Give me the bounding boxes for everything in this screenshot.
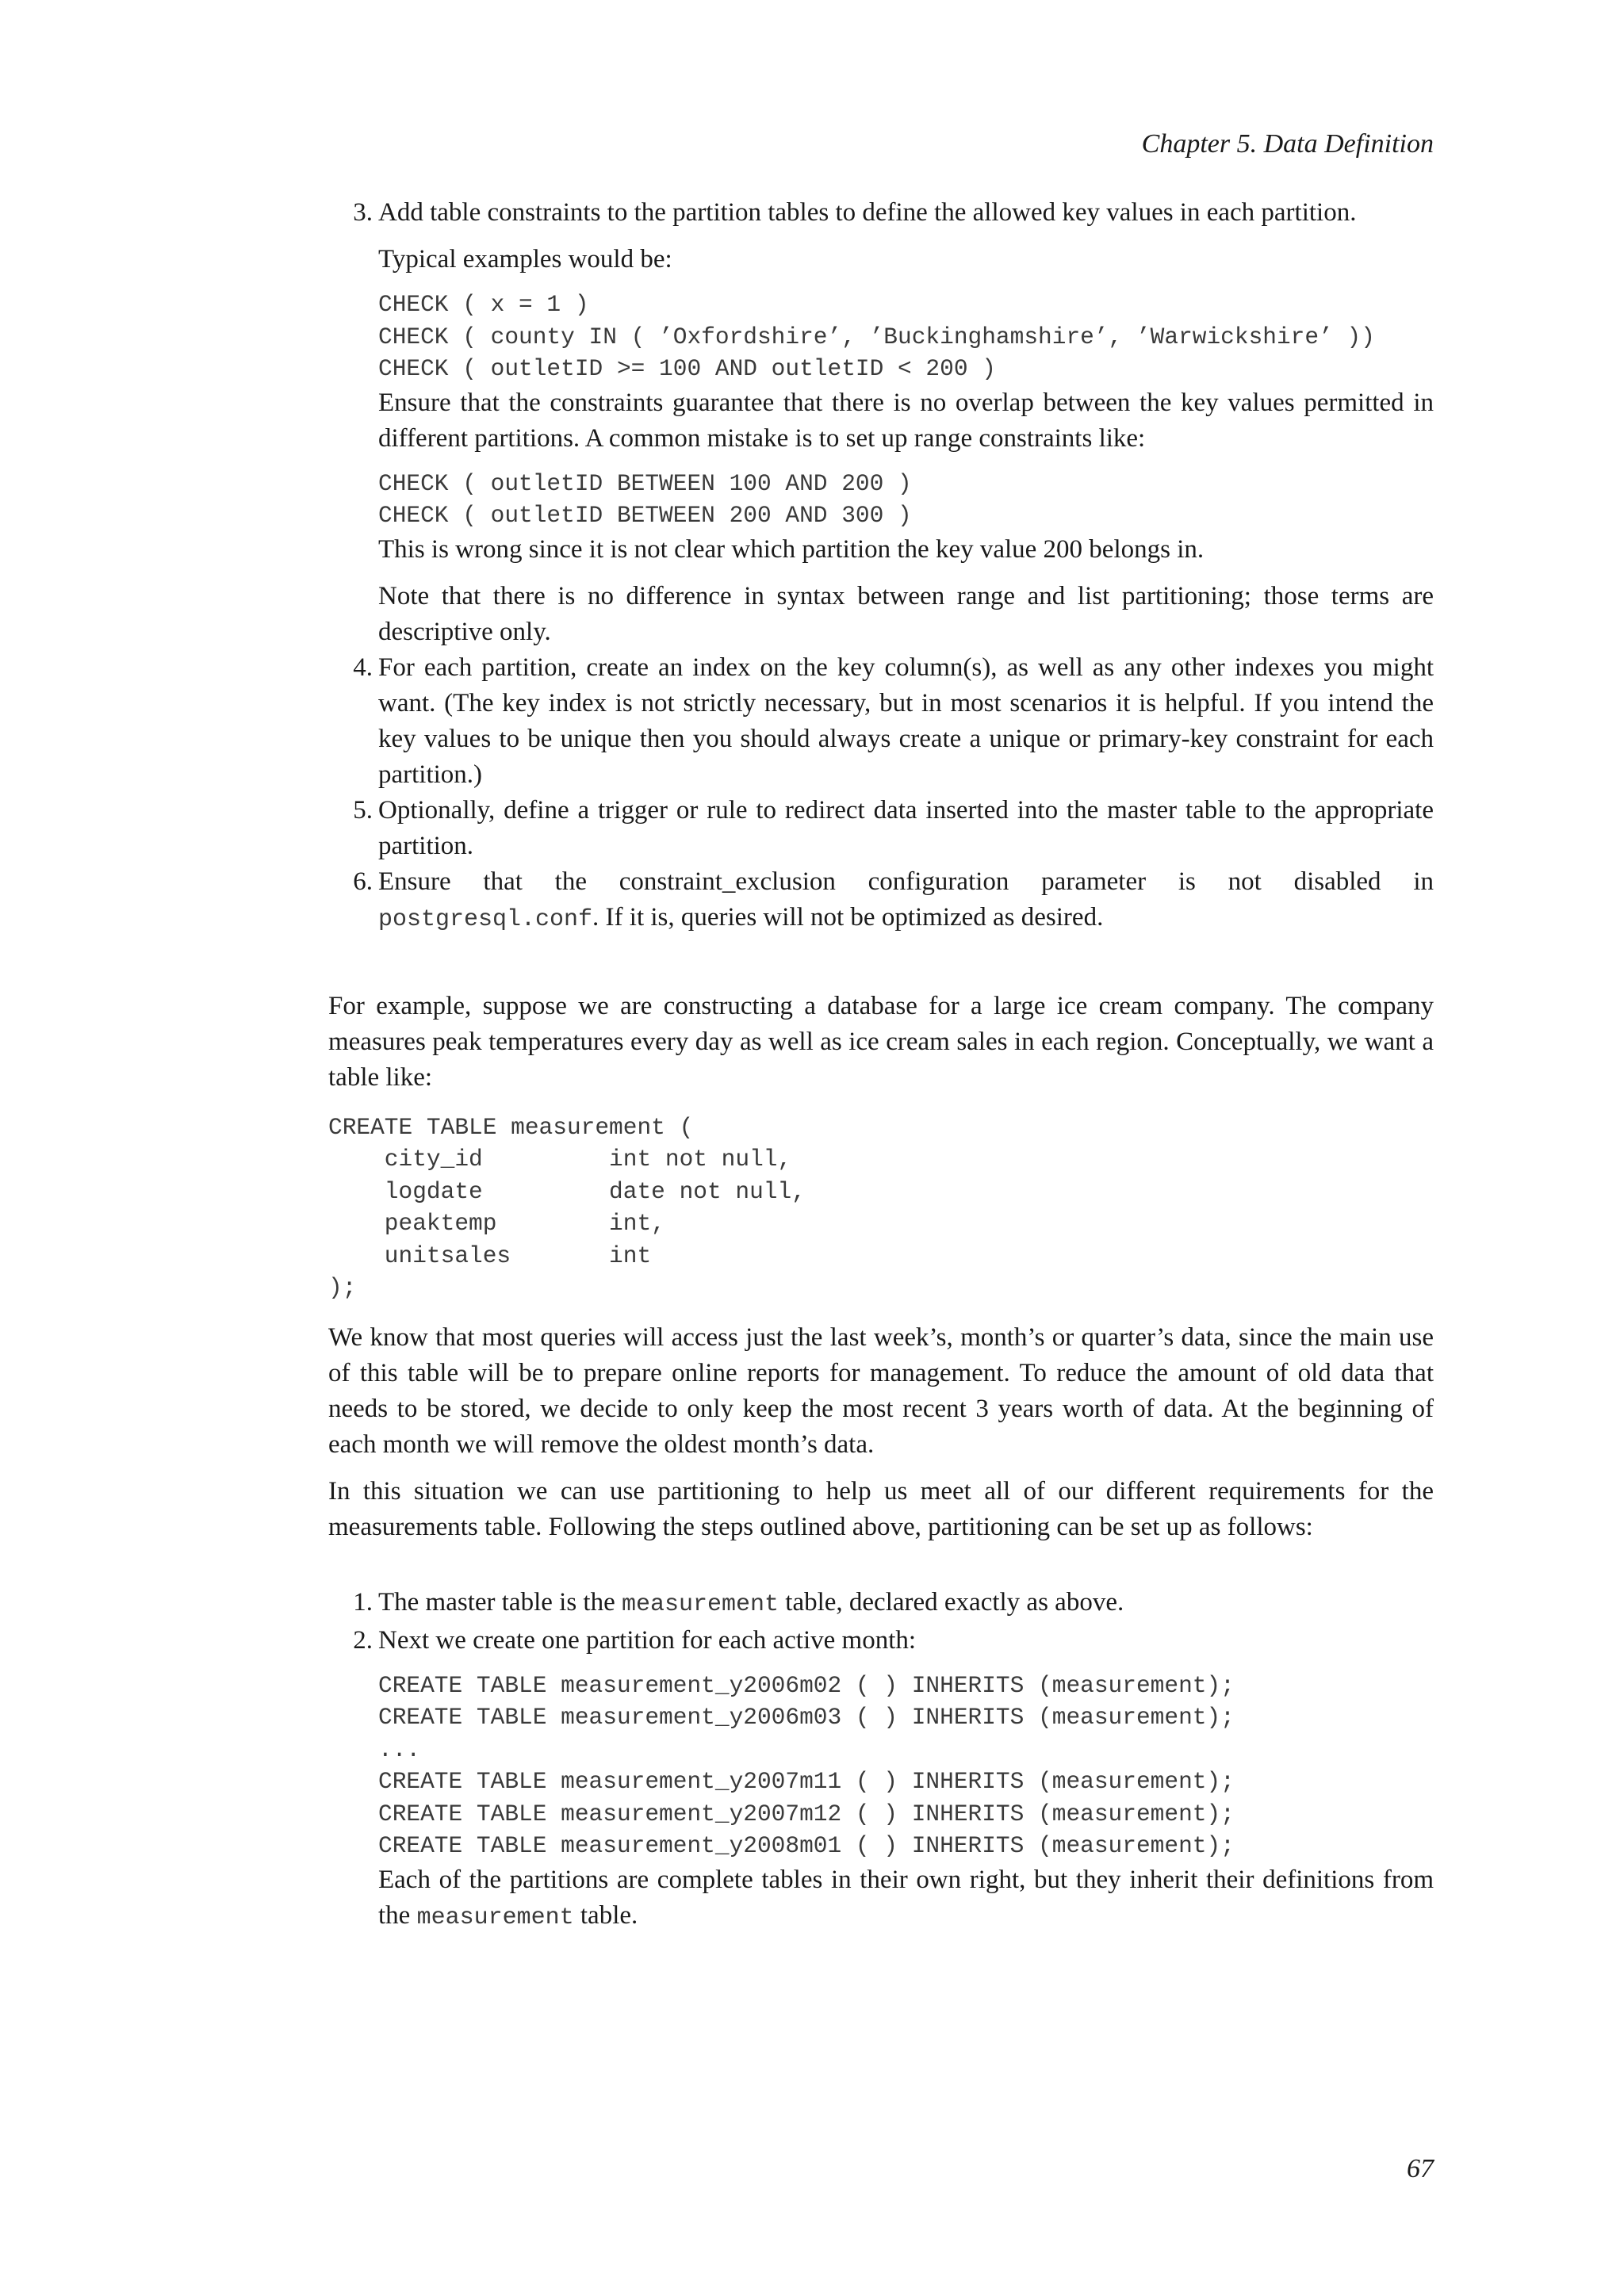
list-item-step-5 xyxy=(328,793,1434,864)
note-paragraph: Note that there is no difference in syntax between range and list partitioning; those terms are descriptive only. xyxy=(378,581,1434,646)
examples-intro: Typical examples would be: xyxy=(378,245,672,274)
code-block-partitions: CREATE TABLE measurement_y2006m02 ( ) INHERITS (measurement); CREATE TABLE measurement_y2006m03 ( ) INHERITS (measurement); ... CREATE TABLE measurement_y2007m11 ( ) INHERITS (measurement); CREATE TABLE measurement_y2007m12 ( ) INHERITS (measurement); CREATE TABLE measurement_y2008m01 ( ) INHERITS (measurement); xyxy=(378,1671,1235,1859)
queries-paragraph: We know that most queries will access just the last week’s, month’s or quarter’s data, since the main use of this table will be to prepare online reports for management. To reduce the amount of old data that needs to be stored, we decide to only keep the most recent 3 years worth of data. At the beginning of each month we will remove the oldest month’s data. xyxy=(328,1322,1434,1459)
step-text-line-1: Ensure that the constraint_exclusion configuration parameter is not disabled in xyxy=(378,867,1434,896)
inline-code-filename: postgresql.conf xyxy=(378,905,593,933)
inline-code-table-name: measurement xyxy=(416,1904,574,1931)
inherit-paragraph xyxy=(378,1862,1434,1936)
list-number: 6. xyxy=(353,867,373,896)
step-text: Optionally, define a trigger or rule to redirect data inserted into the master table to the appropriate partition. xyxy=(378,795,1434,860)
step-text-lead: The master table is the xyxy=(378,1587,622,1617)
page-body xyxy=(328,195,1434,1936)
step-text-line-2 xyxy=(378,900,1434,938)
code-block-check-examples: CHECK ( x = 1 ) CHECK ( county IN ( ’Oxfordshire’, ’Buckinghamshire’, ’Warwickshire’ )) CHECK ( outletID >= 100 AND outletID < 200 ) xyxy=(378,291,1375,382)
inline-code-table-name: measurement xyxy=(621,1590,779,1618)
code-block-range-mistake: CHECK ( outletID BETWEEN 100 AND 200 ) CHECK ( outletID BETWEEN 200 AND 300 ) xyxy=(378,469,912,529)
step-text: Add table constraints to the partition tables to define the allowed key values in each partition. xyxy=(378,198,1357,227)
list-number: 1. xyxy=(353,1587,373,1617)
code-block-create-table: CREATE TABLE measurement ( city_id int not null, logdate date not null, peaktemp int, unitsales int ); xyxy=(328,1113,806,1301)
situation-paragraph: In this situation we can use partitioning to help us meet all of our different requirements for the measurements table. Following the steps outlined above, partitioning can be set up as follows: xyxy=(328,1476,1434,1541)
list-number: 2. xyxy=(353,1625,373,1655)
list-item-step-2 xyxy=(328,1623,1434,1936)
list-item-step-3 xyxy=(328,195,1434,650)
list-item-step-6 xyxy=(328,864,1434,938)
intro-paragraph: For example, suppose we are constructing a database for a large ice cream company. The company measures peak temperatures every day as well as ice cream sales in each region. Conceptually, we want a table like: xyxy=(328,991,1434,1092)
inherit-text-tail: table. xyxy=(573,1900,638,1930)
list-number: 5. xyxy=(353,795,373,825)
list-item-step-4 xyxy=(328,650,1434,793)
step-text: For each partition, create an index on the key column(s), as well as any other indexes you might want. (The key index is not strictly necessary, but in most scenarios it is helpful. If you intend the key values to be unique then you should always create a unique or primary-key constraint for each partition.) xyxy=(378,652,1434,789)
page-number: 67 xyxy=(1407,2154,1434,2183)
step-text-tail: . If it is, queries will not be optimized as desired. xyxy=(592,902,1104,932)
list-number: 4. xyxy=(353,652,373,682)
list-item-step-1 xyxy=(328,1585,1434,1623)
step-text-tail: table, declared exactly as above. xyxy=(779,1587,1124,1617)
wrong-explanation: This is wrong since it is not clear which partition the key value 200 belongs in. xyxy=(378,534,1205,564)
running-header: Chapter 5. Data Definition xyxy=(1141,129,1434,159)
step-text: Next we create one partition for each active month: xyxy=(378,1625,917,1655)
step-text xyxy=(378,1585,1434,1623)
list-number: 3. xyxy=(353,198,373,227)
inherit-text-lead: Each of the partitions are complete tables in their own right, but they inherit their definitions from the xyxy=(378,1865,1434,1930)
overlap-paragraph: Ensure that the constraints guarantee that there is no overlap between the key values permitted in different partitions. A common mistake is to set up range constraints like: xyxy=(378,388,1434,453)
